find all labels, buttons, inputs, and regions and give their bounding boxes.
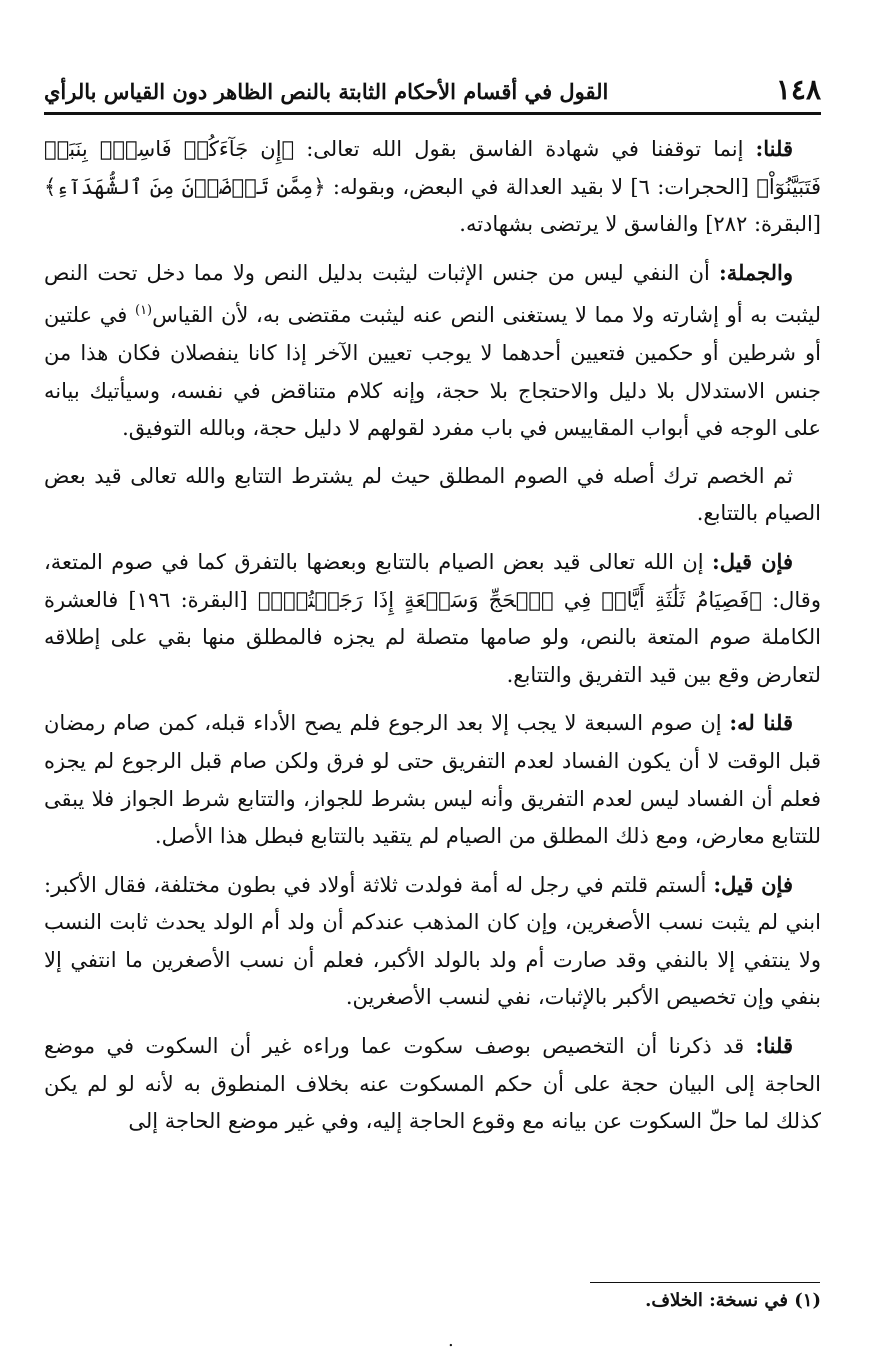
page-header <box>44 72 821 115</box>
paragraph-6 <box>44 866 821 1017</box>
footnote-marker: (١) <box>794 1290 821 1311</box>
paragraph-lead: والجملة: <box>718 259 793 285</box>
quran-verse: ﴿فَصِيَامُ ثَلَٰثَةِ أَيَّامٖ فِي ٱلۡحَجِّ وَسَبۡعَةٍ إِذَا رَجَعۡتُمۡۗ﴾ <box>257 587 762 612</box>
paragraph-lead: قلنا له: <box>729 710 793 736</box>
paragraph-text: إن الله تعالى قيد بعض الصيام بالتتابع وبعضها بالتفرق كما في صوم المتعة، وقال: <box>44 549 821 612</box>
paragraph-5 <box>44 704 821 855</box>
footnote-ref: (١) <box>134 303 153 319</box>
paragraph-text: قد ذكرنا أن التخصيص بوصف سكوت عما وراءه غير أن السكوت في موضع الحاجة إلى البيان حجة على أن حكم المسكوت عنه بخلاف المنطوق به لأنه لو لم يكن كذلك لما حلّ السكوت عن بيانه مع وقوع الحاجة إليه، وفي غير موضع الحاجة إلى <box>44 1034 821 1134</box>
page-dot-mark: . <box>448 1330 454 1351</box>
paragraph-lead: فإن قيل: <box>712 548 793 574</box>
footnote-text: في نسخة: الخلاف. <box>645 1290 788 1311</box>
page-body <box>44 130 821 1151</box>
paragraph-text: [الحجرات: ٦] لا بقيد العدالة في البعض، وبقوله: <box>325 174 757 199</box>
footnote <box>645 1290 821 1311</box>
paragraph-lead: قلنا: <box>755 136 793 161</box>
paragraph-text: إن صوم السبعة لا يجب إلا بعد الرجوع فلم يصح الأداء قبله، كمن صام رمضان قبل الوقت لا أن يكون الفساد لعدم التفريق حتى لو فرق ولكن صام قبل الرجوع لم يجزه فعلم أن الفساد ليس لعدم التفريق وأنه ليس بشرط للجواز، والتتابع شرط الجواز فلا يبقى للتتابع معارض، ومع ذلك المطلق من الصيام لم يتقيد بالتتابع فبطل هذا الأصل. <box>44 711 821 849</box>
paragraph-text: ثم الخصم ترك أصله في الصوم المطلق حيث لم يشترط التتابع والله تعالى قيد بعض الصيام بالتتابع. <box>44 463 821 526</box>
paragraph-1 <box>44 130 821 244</box>
quran-verse: ﴿إِن جَآءَكُمۡ فَاسِقُۢ بِنَبَإٖ فَتَبَيَّنُوٓاْ﴾ <box>44 137 821 199</box>
paragraph-text: في علتين أو شرطين أو حكمين فتعيين أحدهما لا يوجب تعيين الآخر إذا كانا ينفصلان فكان هذا من جنس الاستدلال بلا دليل والاحتجاج بلا حجة، وإنه كلام متناقض في نفسه، وسيأتيك بيانه على الوجه في أبواب المقاييس في باب مفرد لقولهم لا دليل حجة، وبالله التوفيق. <box>44 303 821 441</box>
paragraph-text: [البقرة: ١٩٦] فالعشرة الكاملة صوم المتعة بالنص، ولو صامها متصلة لم يجزه فالمطلق منها بقي على إطلاقه لتعارض وقع بين قيد التفريق والتتابع. <box>44 587 821 687</box>
paragraph-7 <box>44 1027 821 1141</box>
page-number: ١٤٨ <box>775 73 821 106</box>
paragraph-text: أن النفي ليس من جنس الإثبات ليثبت بدليل النص ولا مما دخل تحت النص ليثبت به أو إشارته ولا مما لا يستغنى النص عنه ليثبت مقتضى به، لأن القياس <box>44 260 821 328</box>
paragraph-lead: فإن قيل: <box>713 871 793 897</box>
paragraph-lead: قلنا: <box>755 1033 793 1059</box>
quran-verse: ﴿مِمَّن تَرۡضَوۡنَ مِنَ ٱلشُّهَدَآءِ﴾ <box>44 174 326 199</box>
paragraph-3 <box>44 458 821 533</box>
footnote-divider <box>590 1282 820 1283</box>
paragraph-text: [البقرة: ٢٨٢] والفاسق لا يرتضى بشهادته. <box>459 212 821 237</box>
running-title: القول في أقسام الأحكام الثابتة بالنص الظاهر دون القياس بالرأي <box>44 79 609 104</box>
paragraph-text: ألستم قلتم في رجل له أمة فولدت ثلاثة أولاد في بطون مختلفة، فقال الأكبر: ابني لم يثبت نسب الأصغرين، وإن كان المذهب عندكم أن ولد أم الولد يحدث ثابت النسب ولا ينتفي إلا بالنفي وقد صارت أم ولد بالولد الأكبر، فعلم أن نسب الأصغرين ما انتفي إلا بنفي وإن تخصيص الأكبر بالإثبات، نفي لنسب الأصغرين. <box>44 872 821 1010</box>
paragraph-text: إنما توقفنا في شهادة الفاسق بقول الله تعالى: <box>294 137 756 161</box>
paragraph-4 <box>44 543 821 694</box>
paragraph-2 <box>44 254 821 448</box>
